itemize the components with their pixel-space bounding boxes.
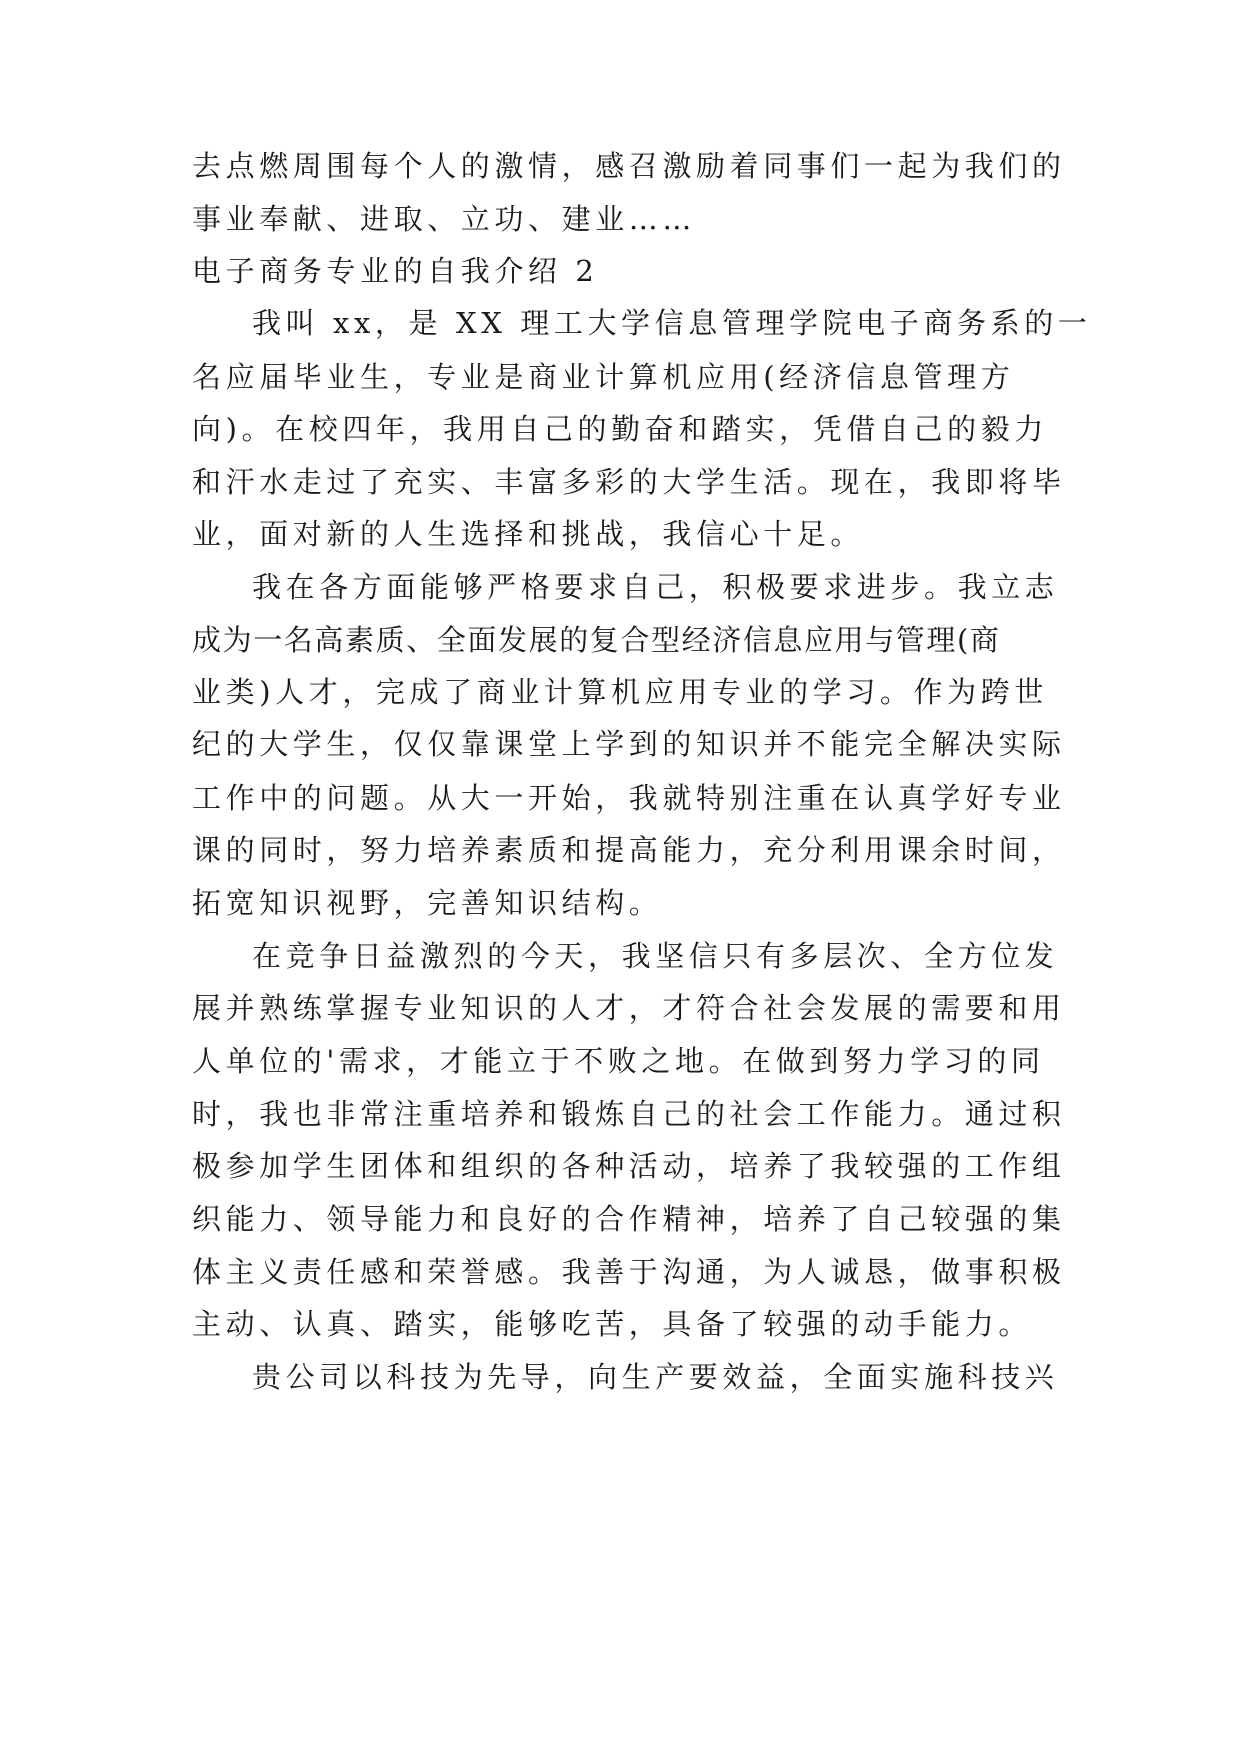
text-line: 主动、认真、踏实，能够吃苦，具备了较强的动手能力。 (192, 1307, 1033, 1341)
text-line: 织能力、领导能力和良好的合作精神，培养了自己较强的集 (192, 1202, 1066, 1236)
text-line: 和汗水走过了充实、丰富多彩的大学生活。现在，我即将毕 (192, 465, 1066, 499)
text-line: 名应届毕业生，专业是商业计算机应用(经济信息管理方 (192, 360, 1015, 394)
text-line: 时，我也非常注重培养和锻炼自己的社会工作能力。通过积 (192, 1097, 1066, 1131)
text-line: 课的同时，努力培养素质和提高能力，充分利用课余时间， (192, 833, 1066, 867)
text-line: 成为一名高素质、全面发展的复合型经济信息应用与管理(商 (192, 623, 1001, 657)
text-line: 向)。在校四年，我用自己的勤奋和踏实，凭借自己的毅力 (192, 412, 1048, 446)
text-line: 我在各方面能够严格要求自己，积极要求进步。我立志 (252, 570, 1059, 604)
text-line: 贵公司以科技为先导，向生产要效益，全面实施科技兴 (252, 1360, 1059, 1394)
text-line: 拓宽知识视野，完善知识结构。 (192, 886, 663, 920)
text-line: 展并熟练掌握专业知识的人才，才符合社会发展的需要和用 (192, 991, 1066, 1025)
text-line: 业，面对新的人生选择和挑战，我信心十足。 (192, 517, 865, 551)
section-heading: 电子商务专业的自我介绍 2 (192, 254, 599, 288)
text-line: 事业奉献、进取、立功、建业…… (192, 202, 697, 236)
text-line: 极参加学生团体和组织的各种活动，培养了我较强的工作组 (192, 1149, 1066, 1183)
text-line: 去点燃周围每个人的激情，感召激励着同事们一起为我们的 (192, 149, 1066, 183)
text-line: 我叫 xx，是 XX 理工大学信息管理学院电子商务系的一 (252, 306, 1092, 340)
text-line: 在竞争日益激烈的今天，我坚信只有多层次、全方位发 (252, 939, 1059, 973)
text-line: 工作中的问题。从大一开始，我就特别注重在认真学好专业 (192, 781, 1066, 815)
text-line: 人单位的'需求，才能立于不败之地。在做到努力学习的同 (192, 1044, 1045, 1078)
text-line: 体主义责任感和荣誉感。我善于沟通，为人诚恳，做事积极 (192, 1255, 1066, 1289)
text-line: 纪的大学生，仅仅靠课堂上学到的知识并不能完全解决实际 (192, 727, 1066, 761)
text-line: 业类)人才，完成了商业计算机应用专业的学习。作为跨世 (192, 675, 1048, 709)
